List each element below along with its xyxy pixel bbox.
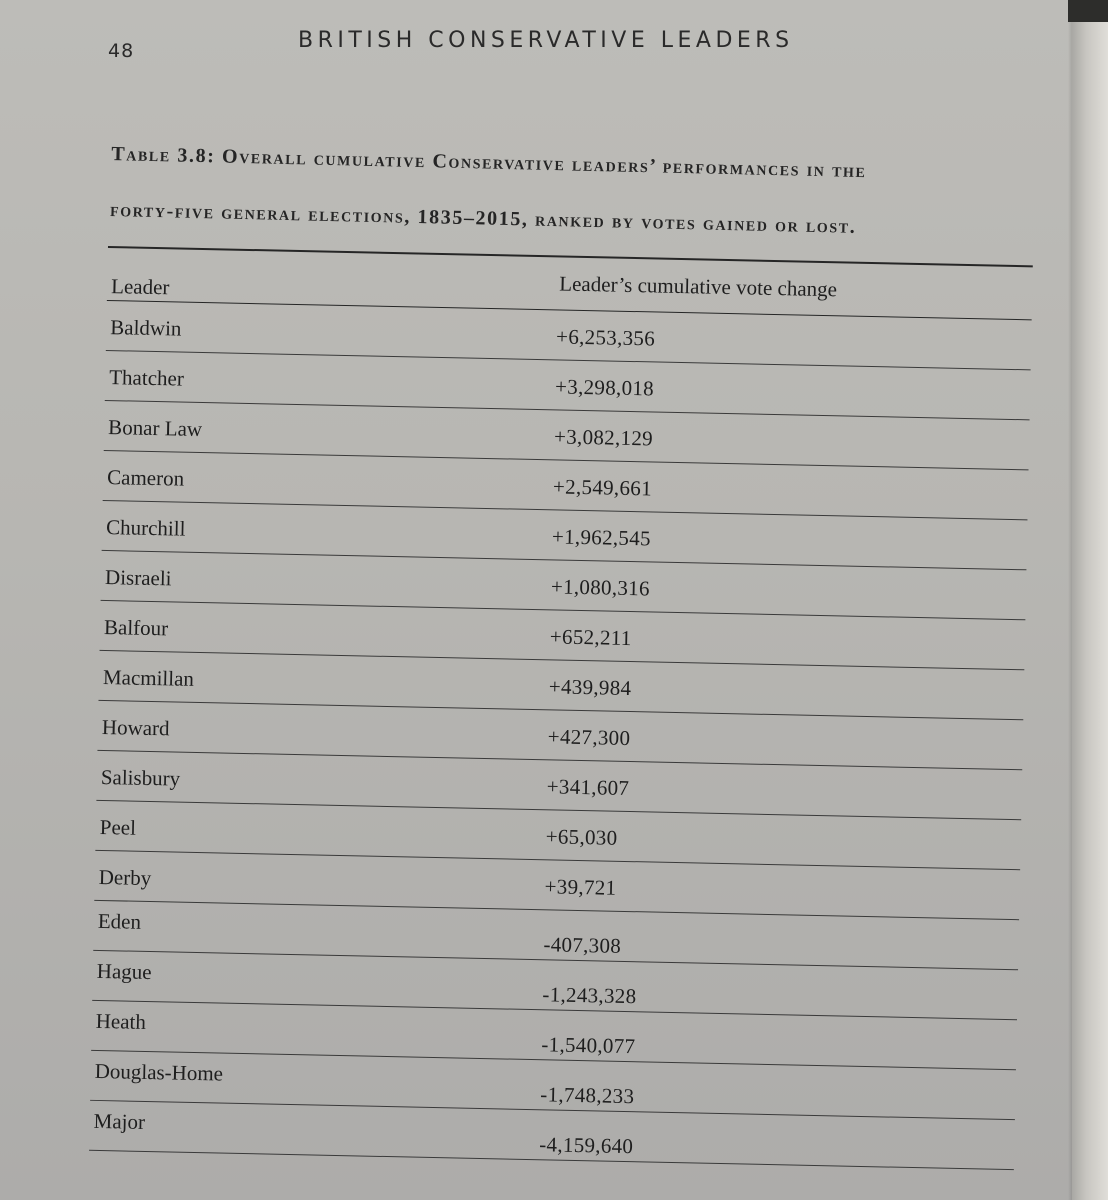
vote-change-value: +65,030 (545, 824, 618, 850)
vote-change-value: +1,962,545 (551, 524, 652, 551)
vote-change-value: +439,984 (548, 674, 632, 701)
running-title: BRITISH CONSERVATIVE LEADERS (298, 28, 794, 53)
vote-change-value: +3,082,129 (553, 424, 654, 451)
leader-name: Eden (97, 908, 142, 934)
vote-change-value: +3,298,018 (554, 374, 655, 401)
leader-name: Derby (98, 864, 152, 891)
vote-change-value: -1,748,233 (540, 1082, 635, 1109)
leaders-vote-table (89, 246, 1033, 1170)
leader-name: Macmillan (102, 664, 195, 691)
leader-name: Churchill (105, 515, 186, 541)
vote-change-value: +652,211 (549, 624, 632, 651)
leader-name: Major (93, 1108, 146, 1134)
leader-name: Heath (95, 1008, 147, 1034)
leader-name: Salisbury (100, 764, 181, 791)
running-head (0, 28, 1086, 64)
column-header-vote-change: Leader’s cumulative vote change (559, 271, 838, 302)
page-number: 48 (108, 40, 135, 62)
vote-change-value: +427,300 (547, 724, 631, 751)
table-body (89, 301, 1032, 1170)
leader-name: Hague (96, 958, 152, 985)
leader-name: Thatcher (109, 365, 185, 391)
column-header-leader: Leader (110, 274, 170, 300)
vote-change-value: +6,253,356 (555, 324, 656, 351)
table-caption (109, 126, 1041, 259)
vote-change-value: -407,308 (543, 932, 622, 958)
leader-name: Bonar Law (107, 415, 203, 442)
table-caption-line-2: forty-five general elections, 1835–2015, ranked by votes gained or lost. (109, 198, 857, 238)
vote-change-value: +39,721 (544, 874, 617, 900)
vote-change-value: +1,080,316 (550, 574, 651, 601)
leader-name: Cameron (106, 465, 185, 491)
vote-change-value: +341,607 (546, 774, 630, 801)
vote-change-value: +2,549,661 (552, 474, 653, 501)
leader-name: Balfour (103, 615, 169, 641)
vote-change-value: -1,243,328 (542, 982, 637, 1009)
leader-name: Douglas-Home (94, 1058, 224, 1086)
vote-change-value: -4,159,640 (539, 1132, 634, 1159)
leader-name: Howard (101, 714, 170, 741)
vote-change-value: -1,540,077 (541, 1032, 636, 1059)
leader-name: Baldwin (110, 315, 182, 341)
leader-name: Disraeli (104, 565, 172, 591)
next-page-edge (1072, 0, 1108, 1200)
leader-name: Peel (99, 814, 137, 840)
table-caption-line-1: Table 3.8: Overall cumulative Conservative leaders’ performances in the (111, 142, 867, 183)
background-corner (1068, 0, 1108, 22)
